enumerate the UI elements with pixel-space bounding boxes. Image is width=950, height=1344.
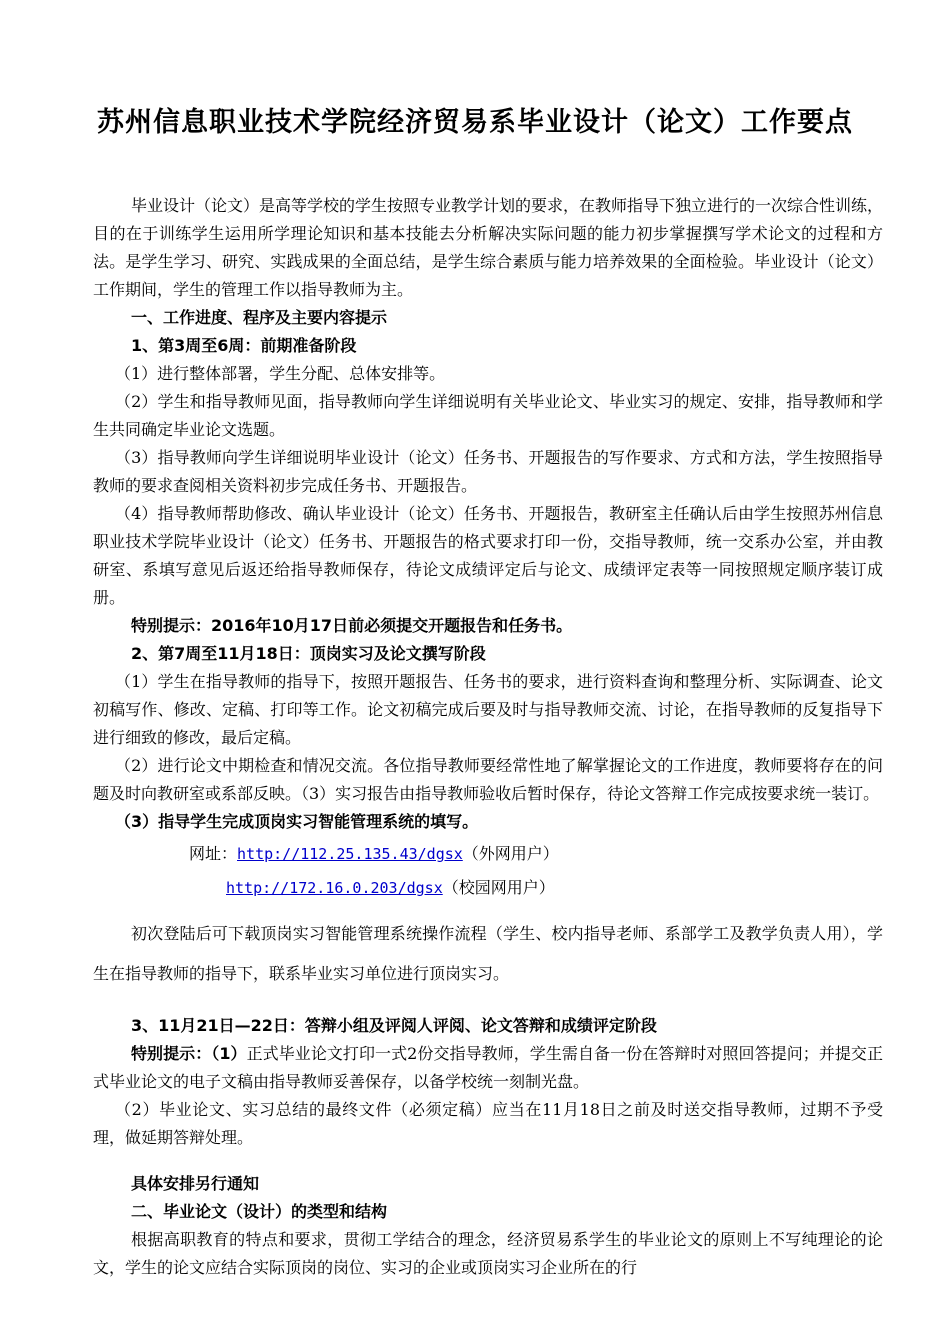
stage2-heading: 2、第7周至11月18日：顶岗实习及论文撰写阶段 [131,644,486,663]
external-url-note: （外网用户） [462,844,559,863]
external-url-link[interactable]: http://112.25.135.43/dgsx [237,845,463,863]
stage1-notice: 特别提示：2016年10月17日前必须提交开题报告和任务书。 [131,616,573,635]
campus-url-link[interactable]: http://172.16.0.203/dgsx [226,879,443,897]
document-body [93,192,883,1282]
intro-paragraph: 毕业设计（论文）是高等学校的学生按照专业教学计划的要求，在教师指导下独立进行的一次综合性训练，目的在于训练学生运用所学理论知识和基本技能去分析解决实际问题的能力初步掌握撰写学术论文的过程和方法。是学生学习、研究、实践成果的全面总结，是学生综合素质与能力培养效果的全面检验。毕业设计（论文）工作期间，学生的管理工作以指导教师为主。 [93,196,884,299]
stage1-heading: 1、第3周至6周：前期准备阶段 [131,336,357,355]
stage3-notice-text: 正式毕业论文打印一式2份交指导教师，学生需自备一份在答辩时对照回答提问；并提交正式毕业论文的电子文稿由指导教师妥善保存，以备学校统一刻制光盘。 [93,1044,883,1091]
url-line-campus [93,874,883,902]
campus-url-note: （校园网用户） [442,878,555,897]
stage3-notice [93,1040,883,1096]
url-line-external [93,840,883,868]
url-label: 网址： [189,844,238,863]
login-note: 初次登陆后可下载顶岗实习智能管理系统操作流程（学生、校内指导老师、系部学工及教学负责人用），学生在指导教师的指导下，联系毕业实习单位进行顶岗实习。 [93,924,883,983]
stage1-item-2: （2）学生和指导教师见面，指导教师向学生详细说明有关毕业论文、毕业实习的规定、安排，指导教师和学生共同确定毕业论文选题。 [93,392,883,439]
stage2-item-2: （2）进行论文中期检查和情况交流。各位指导教师要经常性地了解掌握论文的工作进度，教师要将存在的问题及时向教研室或系部反映。（3）实习报告由指导教师验收后暂时保存，待论文答辩工作完成按要求统一装订。 [93,756,883,803]
stage1-item-4: （4）指导教师帮助修改、确认毕业设计（论文）任务书、开题报告，教研室主任确认后由学生按照苏州信息职业技术学院毕业设计（论文）任务书、开题报告的格式要求打印一份，交指导教师，统一交系办公室，并由教研室、系填写意见后返还给指导教师保存，待论文成绩评定后与论文、成绩评定表等一同按照规定顺序装订成册。 [93,504,883,607]
section1-heading: 一、工作进度、程序及主要内容提示 [131,308,388,327]
section2-heading: 二、毕业论文（设计）的类型和结构 [131,1202,388,1221]
stage2-item-3: （3）指导学生完成顶岗实习智能管理系统的填写。 [115,812,479,831]
document-title: 苏州信息职业技术学院经济贸易系毕业设计（论文）工作要点 [97,107,853,138]
stage1-item-3: （3）指导教师向学生详细说明毕业设计（论文）任务书、开题报告的写作要求、方式和方法，学生按照指导教师的要求查阅相关资料初步完成任务书、开题报告。 [93,448,883,495]
section2-paragraph: 根据高职教育的特点和要求，贯彻工学结合的理念，经济贸易系学生的毕业论文的原则上不写纯理论的论文，学生的论文应结合实际顶岗的岗位、实习的企业或顶岗实习企业所在的行 [93,1230,883,1277]
arrangement-note: 具体安排另行通知 [131,1174,260,1193]
stage3-heading: 3、11月21日—22日：答辩小组及评阅人评阅、论文答辩和成绩评定阶段 [131,1016,657,1035]
stage2-item-1: （1）学生在指导教师的指导下，按照开题报告、任务书的要求，进行资料查询和整理分析、实际调查、论文初稿写作、修改、定稿、打印等工作。论文初稿完成后要及时与指导教师交流、讨论，在指导教师的反复指导下进行细致的修改，最后定稿。 [93,672,883,747]
stage3-item-2: （2）毕业论文、实习总结的最终文件（必须定稿）应当在11月18日之前及时送交指导教师，过期不予受理，做延期答辩处理。 [93,1100,883,1147]
stage1-item-1: （1）进行整体部署，学生分配、总体安排等。 [115,364,446,383]
stage3-notice-label: 特别提示：（1） [131,1044,247,1063]
